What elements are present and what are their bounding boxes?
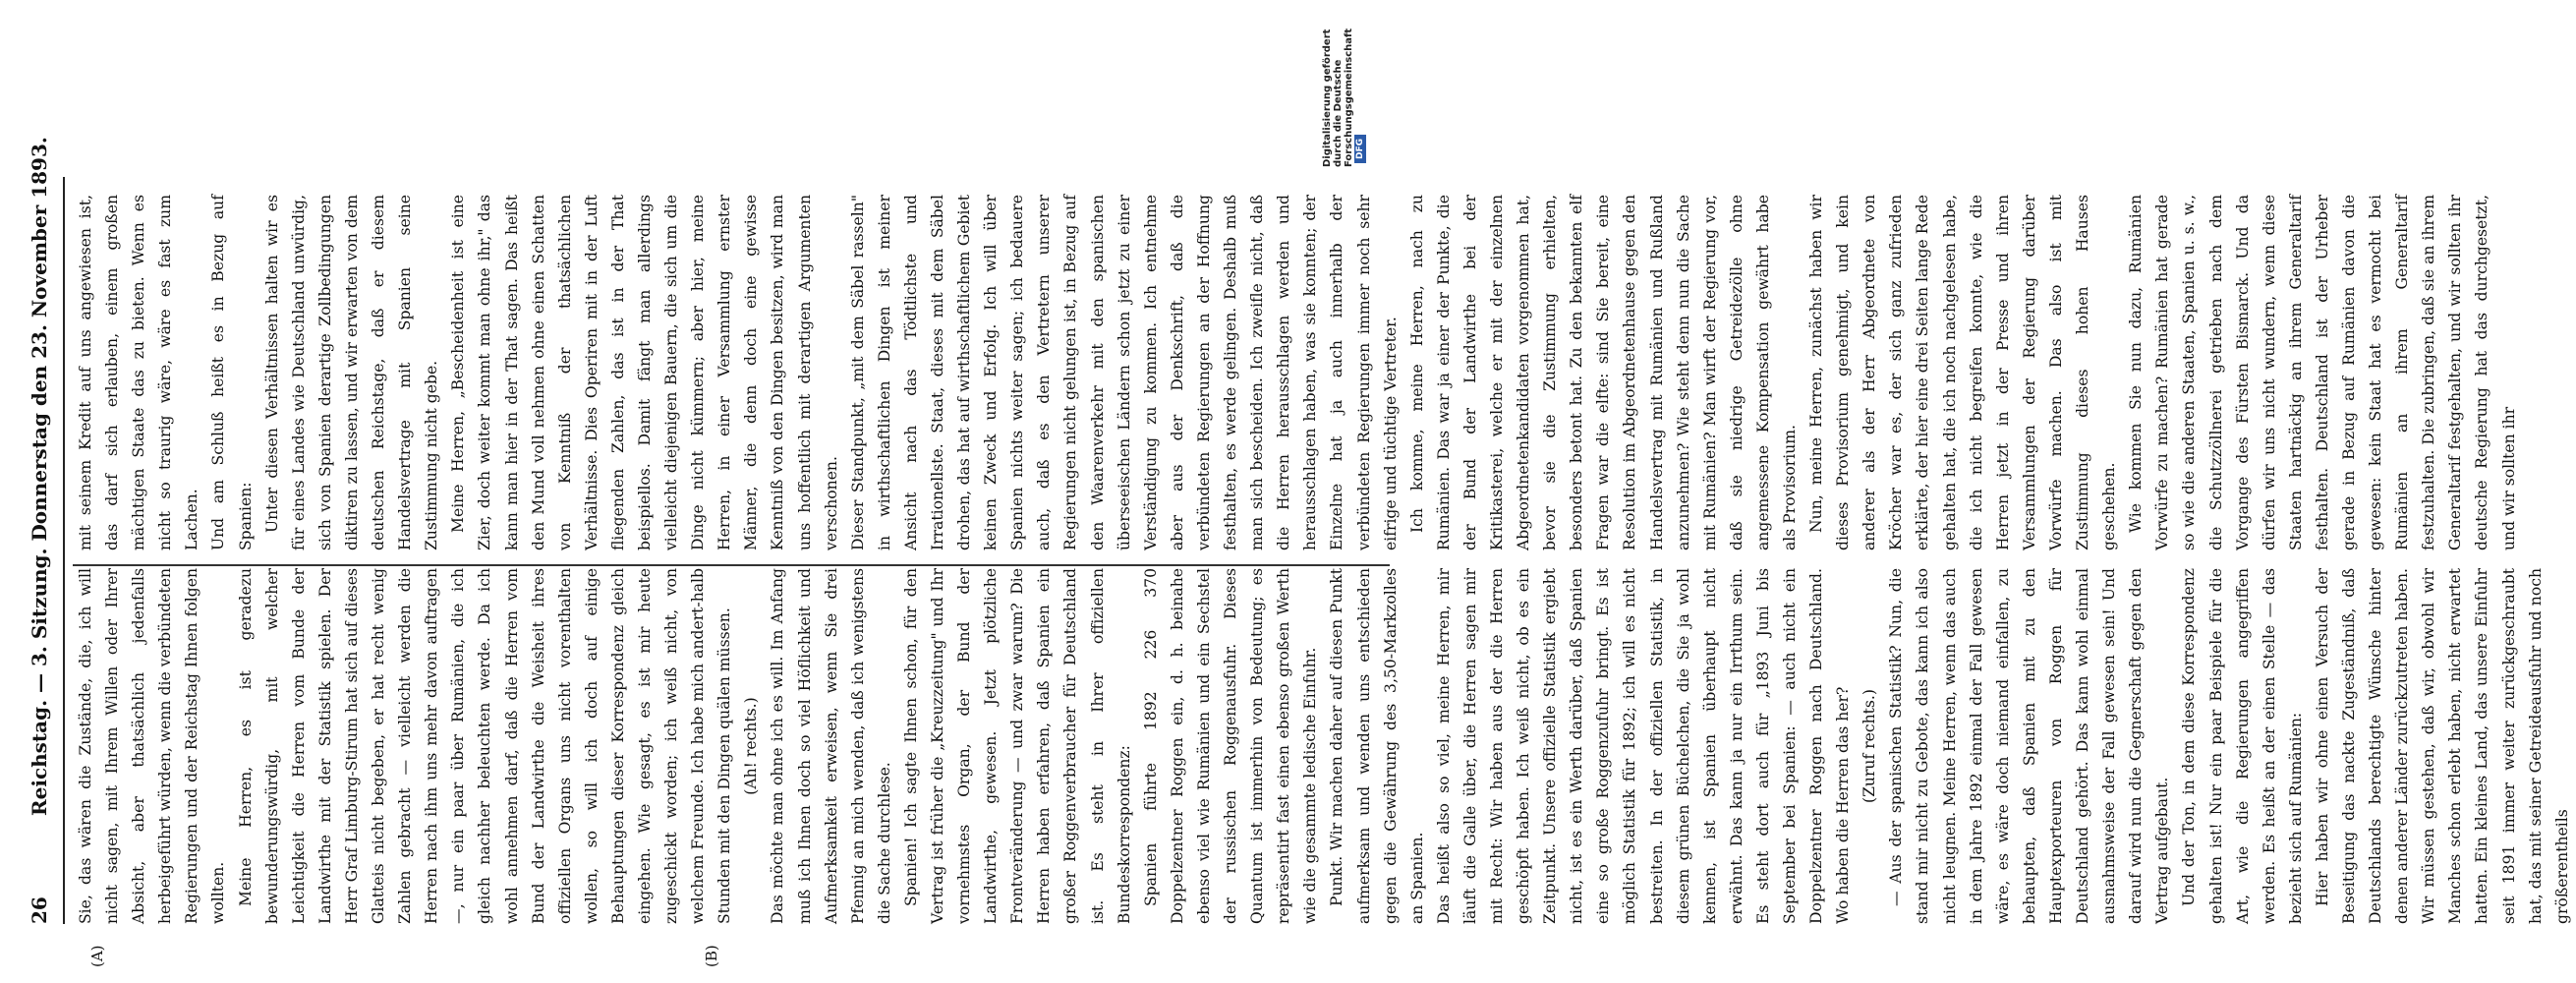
paragraph: Wie kommen Sie nun dazu, Rumänien Vorwürfe zu machen? Rumänien hat gerade so wie die anderen Staaten, Spanien u. s. w., die Schutzzöllnerei getrieben nach dem Vorgange des Fürsten Bismarck. Und da dürfen wir uns nicht wundern, wenn diese Staaten hartnäckig an ihrem Generaltarif festhalten. Deutschland ist der Urheber gerade in Bezug auf Rumänien davon die gewesen: kein Staat hat es vermocht bei Rumänien an ihrem Generaltarif festzuhalten. Die zubringen, daß sie an ihrem Generaltarif festgehalten, und wir sollten ihr deutsche Regierung hat das durchgesetzt, und wir sollten ihr xyxy=(2127,195,2518,550)
paragraph: Spanien! Ich sagte Ihnen schon, für den Vertrag ist früher die „Kreuzzeitung" und Ihr vornehmstes Organ, der Bund der Landwirthe, gewesen. Jetzt plötzliche Frontveränderung — und zwar warum? Die Herren haben erfahren, daß Spanien ein großer Roggenverbraucher für Deutschland ist. Es steht in Ihrer offiziellen Bundeskorrespondenz: xyxy=(901,568,1133,924)
interjection: (Ah! rechts.) xyxy=(742,697,761,795)
interjection: (Zuruf rechts.) xyxy=(1860,689,1879,803)
header-rule xyxy=(63,177,65,924)
digitization-credit xyxy=(1322,10,1401,167)
quotation: Spanien führte 1892 226 370 Doppelzentner Roggen ein, d. h. beinahe ebenso viel wie Rumänien und ein Sechstel der russischen Roggenausfuhr. Dieses Quantum ist immerhin von Bedeutung; es repräsentirt fast einen ebenso großen Werth wie die gesammte ledische Einfuhr. xyxy=(1141,568,1320,924)
paragraph: Sie, das wären die Zustände, die, ich will nicht sagen, mit Ihrem Willen oder Ihrer Absicht, aber thatsächlich jedenfalls herbeigeführt würden, wenn die verbündeten Regierungen und der Reichstag Ihnen folgen wollten. xyxy=(77,568,228,924)
paragraph: Und am Schluß heißt es in Bezug auf Spanien: xyxy=(209,195,255,550)
paragraph: — Aus der spanischen Statistik? Nun, die stand mir nicht zu Gebote, das kann ich also nicht leugnen. Meine Herren, wenn das auch in dem Jahre 1892 einmal der Fall gewesen wäre, es wäre doch niemand einfallen, zu behaupten, daß Spanien mit zu den Hauptexporteuren von Roggen für Deutschland gehört. Das kann wohl einmal ausnahmsweise der Fall gewesen sein! Und darauf wird nun die Gegnerschaft gegen den Vertrag aufgebaut. xyxy=(1887,568,2172,924)
dfg-logo: DFG xyxy=(1354,135,1366,163)
paragraph: Das möchte man ohne ich es will. Im Anfang muß ich Ihnen doch so viel Höflichkeit und Aufmerksamkeit erweisen, wenn Sie drei Pfennig an mich wenden, daß ich wenigstens die Sache durchlese. xyxy=(769,568,893,924)
running-title: Reichstag. — 3. Sitzung. Donnerstag den 23. November 1893. xyxy=(28,137,51,816)
margin-marker-a: (A) xyxy=(88,945,106,967)
quotation: Hier haben wir ohne einen Versuch der Beseitigung das nackte Zugeständniß, daß Deutschlands berechtigte Wünsche hinter denen anderer Länder zurückzutreten haben. Wir müssen gestehen, daß wir, obwohl wir Manches schon erlebt haben, nicht erwartet hatten. Ein kleines Land, das unsere Einfuhr seit 1891 immer weiter zurückgeschraubt hat, das mit seiner Getreideausfuhr und noch größerentheils xyxy=(2313,568,2571,924)
text-column-right xyxy=(73,195,2518,550)
paragraph: Punkt. Wir machen daher auf diesen Punkt aufmerksam und wenden uns entschieden gegen die Gewährung des 3,50-Markzolles an Spanien. xyxy=(1328,568,1426,924)
paragraph: Meine Herren, „Bescheidenheit ist eine Zier, doch weiter kommt man ohne ihr," das kann man hier in der That sagen. Das heißt den Mund voll nehmen ohne einen Schatten von Kenntniß der thatsächlichen Verhältnisse. Dies Operiren mit in der Luft fliegenden Zahlen, das ist in der That beispiellos. Damit fängt man allerdings vielleicht diejenigen Bauern, die sich um die Dinge nicht kümmern; aber hier, meine Herren, in einer Versammlung ernster Männer, die denn doch eine gewisse Kenntniß von den Dingen besitzen, wird man uns hoffentlich mit derartigen Argumenten verschonen. xyxy=(449,195,840,550)
column-divider xyxy=(73,564,1390,566)
text-column-left xyxy=(73,568,2571,924)
paragraph: Und der Ton, in dem diese Korrespondenz gehalten ist! Nur ein paar Beispiele für die Art, wie die Regierungen angegriffen werden. Es heißt an der einen Stelle — das bezieht sich auf Rumänien: xyxy=(2180,568,2305,924)
paragraph: Dieser Standpunkt, „mit dem Säbel rasseln" in wirthschaftlichen Dingen ist meiner Ansicht nach das Tödtlichste und Irrationellste. Staat, dieses mit dem Säbel drohen, das hat auf wirthschaftlichem Gebiet keinen Zweck und Erfolg. Ich will über Spanien nichts weiter sagen; ich bedauere auch, daß es den Vertretern unserer Regierungen nicht gelungen ist, in Bezug auf den Waarenverkehr mit den spanischen überseeischen Ländern schon jetzt zu einer Verständigung zu kommen. Ich entnehme aber aus der Denkschrift, daß die verbündeten Regierungen an der Hoffnung festhalten, es werde gelingen. Deshalb muß man sich bescheiden. Ich zweifle nicht, daß die Herren herausschlagen werden und herausschlagen haben, was sie konnten; der Einzelne hat ja auch innerhalb der verbündeten Regierungen immer noch sehr eifrige und tüchtige Vertreter. xyxy=(848,195,1400,550)
quotation: Unter diesen Verhältnissen halten wir es für eines Landes wie Deutschland unwürdig, sich von Spanien derartige Zollbedingungen diktiren zu lassen, und wir erwarten von dem deutschen Reichstage, daß er diesem Handelsvertrage mit Spanien seine Zustimmung nicht gebe. xyxy=(262,195,441,550)
paragraph: Ich komme, meine Herren, nach zu Rumänien. Das war ja einer der Punkte, die der Bund der Landwirthe bei der Kritikasterei, welche er mit der einzelnen Abgeordnetenkandidaten vorgenommen hat, bevor sie die Zustimmung erhielten, besonders betont hat. Zu den bekannten elf Fragen war die elfte: sind Sie bereit, eine Resolution im Abgeordnetenhause gegen den Handelsvertrag mit Rumänien und Rußland anzunehmen? Wie steht denn nun die Sache mit Rumänien? Man wirft der Regierung vor, daß sie niedrige Getreidezölle ohne angemessene Kompensation gewährt habe als Provisorium. xyxy=(1407,195,1799,550)
paragraph: Nun, meine Herren, zunächst haben wir dieses Provisorium genehmigt, und kein anderer als der Herr Abgeordnete von Kröcher war es, der sich ganz zufrieden erklärte, der hier eine drei Seiten lange Rede gehalten hat, die ich noch nachgelesen habe, die ich nicht begreifen konnte, wie die Herren jetzt in der Presse und ihren Versammlungen der Regierung darüber Vorwürfe machen. Das also ist mit Zustimmung dieses hohen Hauses geschehen. xyxy=(1807,195,2119,550)
margin-marker-b: (B) xyxy=(703,945,720,967)
quotation: mit seinem Kredit auf uns angewiesen ist, das darf sich erlauben, einem großen mächtigen Staate das zu bieten. Wenn es nicht so traurig wäre, wäre es fast zum Lachen. xyxy=(77,195,201,550)
credit-text: Digitalisierung gefördert durch die Deutsche Forschungsgemeinschaft xyxy=(1322,28,1354,167)
page-header xyxy=(20,137,59,924)
page-number: 26 xyxy=(28,896,51,924)
paragraph: Das heißt also so viel, meine Herren, mir läuft die Galle über, die Herren sagen mir mit Recht: Wir haben aus der die Herren geschöpft haben. Ich weiß nicht, ob es ein Zeitpunkt. Unsere offizielle Statistik ergiebt nicht, ist es ein Werth darüber, daß Spanien eine so große Roggenzufuhr bringt. Es ist möglich Statistik für 1892; ich will es nicht bestreiten. In der offiziellen Statistik, in diesem grünen Büchelchen, die Sie ja wohl kennen, ist Spanien überhaupt nicht erwähnt. Das kann ja nur ein Irrthum sein. Es steht dort auch für „1893 Juni bis September bei Spanien: — auch nicht ein Doppelzentner Roggen nach Deutschland. Wo haben die Herren das her? xyxy=(1434,568,1853,924)
paragraph: Meine Herren, es ist geradezu bewunderungswürdig, mit welcher Leichtigkeit die Herren vom Bunde der Landwirthe mit der Statistik spielen. Der Herr Graf Limburg-Stirum hat sich auf dieses Glatteis nicht begeben, er hat recht wenig Zahlen gebracht — vielleicht werden die Herren nach ihm uns mehr davon auftragen —, nur ein paar über Rumänien, die ich gleich nachher beleuchten werde. Da ich wohl annehmen darf, daß die Herren vom Bund der Landwirthe die Weisheit ihres offiziellen Organs uns nicht vorenthalten wollen, so will ich doch auf einige Behauptungen dieser Korrespondenz gleich eingehen. Wie gesagt, es ist mir heute zugeschickt worden; ich weiß nicht, von welchem Freunde. Ich habe mich andert-halb Stunden mit den Dingen quälen müssen. xyxy=(236,568,734,924)
